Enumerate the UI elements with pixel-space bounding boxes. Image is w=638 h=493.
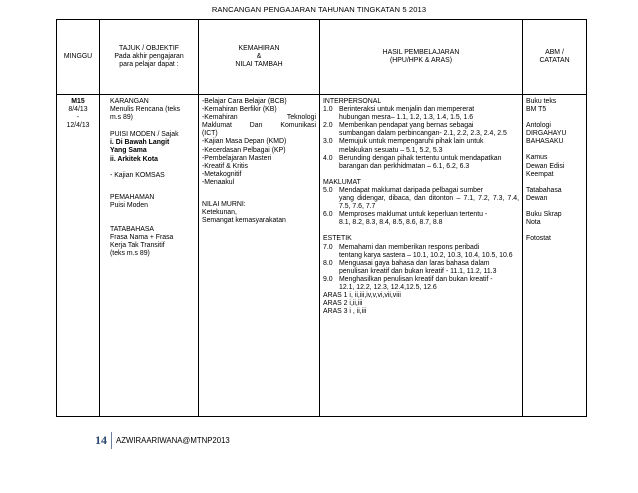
abm-line: Dewan — [526, 194, 548, 202]
hasil-sub: penulisan kreatif dan bukan kreatif - 11.1, 11.2, 11.3 — [339, 267, 497, 275]
abm-line: Tatabahasa — [526, 186, 562, 194]
hasil-item — [323, 260, 519, 276]
abm-line: Nota — [526, 219, 541, 227]
lesson-plan-table — [56, 19, 587, 417]
tajuk-karangan — [110, 98, 195, 122]
abm-line: Antologi — [526, 122, 551, 130]
hasil-num: 5.0 — [323, 186, 333, 194]
hasil-sub: yang didengar, dibaca, dan ditonton – 7.1, 7.2, 7.3, 7.4, 7.5, 7.6, 7.7 — [339, 195, 519, 211]
hasil-maklumat — [323, 179, 519, 228]
tajuk-line: m.s 89) — [110, 114, 133, 122]
footer-text: AZWIRAARIWANA@MTNP2013 — [116, 436, 230, 445]
hasil-sub: 12.1, 12.2, 12.3, 12.4,12.5, 12.6 — [339, 283, 437, 291]
week-start-date: 8/4/13 — [68, 106, 88, 114]
header-kemahiran — [199, 20, 320, 95]
hasil-num: 7.0 — [323, 243, 333, 251]
header-kemahiran-line: NILAI TAMBAH — [235, 61, 283, 69]
abm-line: Dewan Edisi — [526, 162, 565, 170]
table-row — [57, 95, 587, 417]
kemahiran-item: -Metakognitif — [202, 170, 242, 178]
aras-line: ARAS 2 i,ii,iii — [323, 300, 363, 308]
header-abm-line: CATATAN — [539, 57, 570, 64]
hasil-item — [323, 211, 519, 227]
hasil-num: 4.0 — [323, 154, 333, 162]
abm-line: Fotostat — [526, 235, 551, 243]
tajuk-pemahaman — [110, 194, 195, 210]
abm-group — [526, 187, 583, 203]
header-hasil — [320, 20, 523, 95]
header-tajuk-line: Pada akhir pengajaran — [114, 52, 184, 60]
hasil-num: 1.0 — [323, 106, 333, 114]
hasil-sub: barangan dan perkhidmatan – 6.1, 6.2, 6.3 — [339, 162, 470, 170]
hasil-interpersonal — [323, 98, 519, 171]
abm-line: Kamus — [526, 154, 548, 162]
hasil-text: Mendapat maklumat daripada pelbagai sumber — [339, 186, 484, 194]
abm-line: Buku Skrap — [526, 210, 562, 218]
hasil-sub: tentang karya sastera – 10.1, 10.2, 10.3, 10.4, 10.5, 10.6 — [339, 251, 513, 259]
tajuk-line: Kerja Tak Transitif — [110, 242, 165, 250]
hasil-estetik — [323, 235, 519, 316]
tajuk-line: PEMAHAMAN — [110, 193, 155, 201]
nilai-murni — [202, 201, 316, 225]
section-title: MAKLUMAT — [323, 178, 361, 186]
tajuk-line-blank — [110, 164, 195, 172]
hasil-item — [323, 276, 519, 292]
kemahiran-item: Maklumat Dan Komunikasi — [202, 122, 316, 130]
tajuk-line: (teks m.s 89) — [110, 250, 150, 258]
tajuk-puisi — [110, 131, 195, 179]
kemahiran-item: -Menaakul — [202, 178, 235, 186]
hasil-sub: 8.1, 8.2, 8.3, 8.4, 8.5, 8.6, 8.7, 8.8 — [339, 219, 443, 227]
tajuk-line: PUISI MODEN / Sajak — [110, 131, 179, 139]
tajuk-line: i. Di Bawah Langit — [110, 139, 170, 147]
hasil-text: Memujuk untuk mempengaruhi pihak lain untuk — [339, 138, 484, 146]
abm-line: DIRGAHAYU — [526, 130, 567, 138]
kemahiran-item: (ICT) — [202, 130, 218, 138]
header-minggu: MINGGU — [57, 20, 100, 95]
hasil-text: Memproses maklumat untuk keperluan tertentu - — [339, 211, 488, 219]
hasil-item — [323, 138, 519, 154]
tajuk-line: Yang Sama — [110, 147, 147, 155]
abm-group — [526, 98, 583, 114]
tajuk-line: Frasa Nama + Frasa — [110, 234, 174, 242]
table-header-row — [57, 20, 587, 95]
kemahiran-list — [202, 98, 316, 187]
page-title: RANCANGAN PENGAJARAN TAHUNAN TINGKATAN 5 2013 — [211, 5, 427, 14]
kemahiran-item: -Belajar Cara Belajar (BCB) — [202, 98, 287, 105]
hasil-item — [323, 244, 519, 260]
hasil-item — [323, 106, 519, 122]
page-footer — [67, 432, 230, 449]
abm-group — [526, 235, 583, 243]
hasil-text: Berinteraksi untuk menjalin dan mempererat — [339, 106, 475, 114]
abm-group — [526, 154, 583, 178]
header-kemahiran-line: & — [256, 52, 262, 60]
week-number: M15 — [71, 98, 85, 105]
header-tajuk-line: para pelajar dapat : — [119, 61, 179, 69]
abm-line: Keempat — [526, 170, 554, 178]
minggu-cell — [57, 95, 100, 417]
header-kemahiran-line: KEMAHIRAN — [238, 44, 280, 52]
section-title: INTERPERSONAL — [323, 98, 382, 105]
abm-group — [526, 122, 583, 146]
nilai-line: NILAI MURNI: — [202, 201, 246, 209]
hasil-item — [323, 155, 519, 171]
abm-line: Buku teks — [526, 98, 557, 105]
kemahiran-item: -Kreatif & Kritis — [202, 162, 248, 170]
hasil-num: 2.0 — [323, 122, 333, 130]
hasil-sub: melakukan sesuatu – 5.1, 5.2, 5.3 — [339, 146, 443, 154]
header-abm — [523, 20, 587, 95]
aras-line: ARAS 1 i, ii,iii,iv,v,vi,vii,viii — [323, 292, 401, 300]
hasil-text: Memberikan pendapat yang bernas sebagai — [339, 122, 474, 130]
abm-cell — [523, 95, 587, 417]
hasil-num: 3.0 — [323, 138, 333, 146]
kemahiran-item: -Kecerdasan Pelbagai (KP) — [202, 146, 286, 154]
hasil-text: Berunding dengan pihak tertentu untuk mendapatkan — [339, 154, 502, 162]
aras-line: ARAS 3 i , ii,iii — [323, 308, 367, 316]
hasil-text: Menghasilkan penulisan kreatif dan bukan kreatif - — [339, 275, 493, 283]
hasil-num: 9.0 — [323, 275, 333, 283]
hasil-text: Memahami dan memberikan respons peribadi — [339, 243, 480, 251]
tajuk-line: TATABAHASA — [110, 225, 155, 233]
header-tajuk — [100, 20, 199, 95]
hasil-cell — [320, 95, 523, 417]
abm-group — [526, 211, 583, 227]
page-number: 14 — [95, 433, 107, 447]
hasil-text: Menguasai gaya bahasa dan laras bahasa dalam — [339, 259, 490, 267]
abm-line: BAHASAKU — [526, 138, 564, 146]
nilai-line: Semangat kemasyarakatan — [202, 217, 286, 225]
tajuk-line: Menulis Rencana (teks — [110, 106, 181, 114]
tajuk-line: KARANGAN — [110, 98, 149, 105]
abm-line: BM T5 — [526, 106, 547, 114]
tajuk-line: - Kajian KOMSAS — [110, 171, 165, 179]
header-tajuk-line: TAJUK / OBJEKTIF — [119, 44, 179, 52]
kemahiran-item: -Kemahiran Berfikir (KB) — [202, 106, 277, 114]
hasil-sub: sumbangan dalam perbincangan- 2.1, 2.2, 2.3, 2.4, 2.5 — [339, 130, 507, 138]
kemahiran-item: -Pembelajaran Masteri — [202, 154, 272, 162]
hasil-item — [323, 122, 519, 138]
week-end-date: 12/4/13 — [66, 122, 90, 130]
kemahiran-cell — [199, 95, 320, 417]
hasil-item — [323, 187, 519, 211]
week-date-separator: - — [76, 114, 80, 122]
nilai-line: Ketekunan, — [202, 209, 237, 217]
header-hasil-line: (HPU/HPK & ARAS) — [389, 57, 453, 64]
hasil-num: 8.0 — [323, 259, 333, 267]
tajuk-line: Puisi Moden — [110, 201, 148, 209]
tajuk-cell — [100, 95, 199, 417]
header-hasil-line: HASIL PEMBELAJARAN — [382, 48, 460, 56]
section-title: ESTETIK — [323, 235, 352, 243]
hasil-sub: hubungan mesra– 1.1, 1.2, 1.3, 1.4, 1.5, 1.6 — [339, 114, 474, 122]
kemahiran-item: -Kajian Masa Depan (KMD) — [202, 138, 287, 146]
header-abm-line: ABM / — [545, 48, 564, 56]
tajuk-line: ii. Arkitek Kota — [110, 155, 158, 163]
hasil-num: 6.0 — [323, 211, 333, 219]
kemahiran-item: -Kemahiran Teknologi — [202, 114, 316, 122]
tajuk-tatabahasa — [110, 226, 195, 258]
